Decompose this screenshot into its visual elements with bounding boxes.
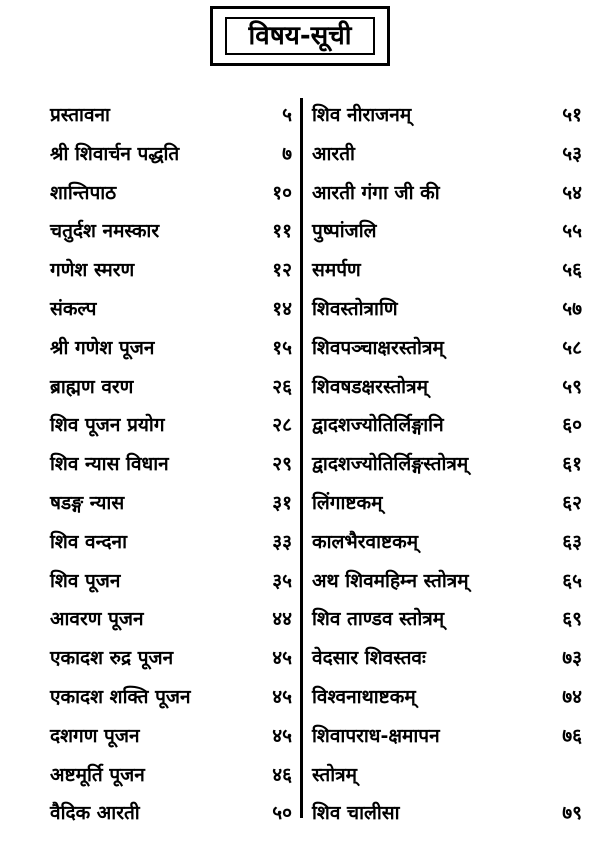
toc-entry [312, 678, 582, 717]
toc-entry-page: ७ [282, 142, 292, 165]
toc-entry-title: वैदिक आरती [50, 802, 140, 825]
toc-entry [50, 600, 292, 639]
toc-entry-page: ४६ [272, 763, 292, 786]
toc-entry-title: शिव न्यास विधान [50, 453, 169, 476]
toc-entry-page: ५५ [562, 220, 582, 243]
toc-entry-title: अष्टमूर्ति पूजन [50, 763, 145, 786]
left-column [50, 96, 292, 833]
toc-entry-title: वेदसार शिवस्तवः [312, 647, 426, 670]
toc-entry-page: २८ [272, 414, 292, 437]
toc-entry [50, 329, 292, 368]
toc-entry-page: ५१ [562, 104, 582, 126]
toc-entry [50, 717, 292, 756]
toc-entry-title: श्री गणेश पूजन [50, 336, 155, 359]
toc-entry-title: दशगण पूजन [50, 724, 140, 747]
toc-entry-title: शिव पूजन [50, 569, 121, 592]
toc-entry [50, 445, 292, 484]
toc-entry-title: एकादश शक्ति पूजन [50, 685, 191, 708]
toc-entry [50, 756, 292, 795]
toc-entry [312, 756, 582, 795]
toc-entry [50, 251, 292, 290]
toc-entry-page: ४५ [272, 724, 292, 747]
toc-entry-page: ५६ [562, 259, 582, 282]
toc-entry [50, 135, 292, 174]
toc-entry-page: ५३ [562, 142, 582, 165]
toc-entry-page: ५७ [562, 297, 582, 320]
toc-entry [50, 639, 292, 678]
title-inner-frame [225, 17, 375, 55]
toc-entry-title: शिव ताण्डव स्तोत्रम् [312, 608, 445, 631]
toc-entry-title: शिव नीराजनम् [312, 104, 412, 126]
toc-entry [312, 174, 582, 213]
toc-entry-title: शिवषडक्षरस्तोत्रम् [312, 375, 428, 398]
toc-entry-page: ६९ [562, 608, 582, 631]
toc-entry-title: द्वादशज्योतिर्लिङ्गानि [312, 414, 444, 437]
toc-entry-page: ३१ [272, 491, 292, 514]
toc-entry-page: १० [272, 181, 292, 204]
toc-entry-page: ३३ [272, 530, 292, 553]
toc-entry-title: शिवपञ्चाक्षरस्तोत्रम् [312, 336, 444, 359]
toc-entry-title: विश्वनाथाष्टकम् [312, 685, 416, 708]
toc-entry [50, 290, 292, 329]
toc-entry-page: २६ [272, 375, 292, 398]
toc-entry [312, 562, 582, 601]
toc-entry [50, 562, 292, 601]
toc-entry-title: शिव चालीसा [312, 802, 400, 825]
toc-entry [312, 445, 582, 484]
toc-entry-page: ४५ [272, 647, 292, 670]
toc-entry-page: ६१ [562, 453, 582, 476]
toc-entry-page: ७४ [562, 685, 582, 708]
toc-entry-title: पुष्पांजलि [312, 220, 377, 243]
toc-entry-title: षडङ्ग न्यास [50, 491, 125, 514]
title-box [210, 6, 390, 66]
toc-entry-page: ५४ [562, 181, 582, 204]
toc-entry-title: स्तोत्रम् [312, 763, 357, 786]
toc-entry [312, 135, 582, 174]
toc-entry-page: ५८ [562, 336, 582, 359]
toc-entry [50, 96, 292, 135]
toc-entry-title: आरती [312, 142, 355, 165]
toc-entry-title: शिवस्तोत्राणि [312, 297, 398, 320]
toc-entry-page: २९ [272, 453, 292, 476]
toc-entry-page: ७३ [562, 647, 582, 670]
toc-entry-title: समर्पण [312, 259, 361, 282]
toc-entry-page: ११ [272, 220, 292, 243]
toc-entry-title: शिवापराध-क्षमापन [312, 724, 440, 747]
toc-entry-title: आरती गंगा जी की [312, 181, 440, 204]
toc-entry-page: ६५ [562, 569, 582, 592]
column-divider [300, 98, 303, 818]
toc-entry [50, 406, 292, 445]
right-column [312, 96, 582, 833]
toc-entry [312, 523, 582, 562]
toc-entry-title: लिंगाष्टकम् [312, 491, 383, 514]
toc-entry-page: ५ [282, 104, 292, 126]
toc-entry-title: प्रस्तावना [50, 104, 110, 126]
toc-entry-page: ६३ [562, 530, 582, 553]
toc-entry-page: ५० [272, 802, 292, 825]
toc-entry-page: १२ [272, 259, 292, 282]
toc-entry [312, 406, 582, 445]
toc-entry [312, 290, 582, 329]
toc-entry [312, 484, 582, 523]
toc-entry-title: श्री शिवार्चन पद्धति [50, 142, 180, 165]
toc-entry [312, 368, 582, 407]
toc-entry-page: ५९ [562, 375, 582, 398]
toc-entry-title: द्वादशज्योतिर्लिङ्गस्तोत्रम् [312, 453, 469, 476]
toc-entry [312, 600, 582, 639]
toc-entry [312, 329, 582, 368]
toc-entry-title: शान्तिपाठ [50, 181, 117, 204]
toc-entry-page: ७६ [562, 724, 582, 747]
toc-entry [50, 794, 292, 833]
toc-entry-page: १५ [272, 336, 292, 359]
toc-entry [312, 212, 582, 251]
toc-entry-title: ब्राह्मण वरण [50, 375, 134, 398]
toc-entry-page: ३५ [272, 569, 292, 592]
toc-entry-page: ७९ [562, 802, 582, 825]
toc-entry [50, 484, 292, 523]
toc-entry-title: आवरण पूजन [50, 608, 144, 631]
toc-entry-page: १४ [272, 297, 292, 320]
toc-entry [50, 174, 292, 213]
toc-entry-title: संकल्प [50, 297, 97, 320]
toc-entry [312, 794, 582, 833]
toc-entry [50, 678, 292, 717]
toc-entry-title: शिव पूजन प्रयोग [50, 414, 165, 437]
toc-entry-page: ६० [562, 414, 582, 437]
toc-entry-title: अथ शिवमहिम्न स्तोत्रम् [312, 569, 469, 592]
toc-entry [50, 212, 292, 251]
page-title: विषय-सूची [248, 21, 352, 51]
toc-entry [312, 717, 582, 756]
toc-entry-page: ४५ [272, 685, 292, 708]
toc-entry-page: ४४ [272, 608, 292, 631]
toc-entry [50, 368, 292, 407]
toc-entry-title: शिव वन्दना [50, 530, 128, 553]
toc-entry [312, 639, 582, 678]
toc-entry-title: चतुर्दश नमस्कार [50, 220, 160, 243]
toc-entry-title: एकादश रुद्र पूजन [50, 647, 174, 670]
toc-entry [50, 523, 292, 562]
toc-entry [312, 96, 582, 135]
toc-entry-title: गणेश स्मरण [50, 259, 135, 282]
toc-entry-page: ६२ [562, 491, 582, 514]
toc-entry-title: कालभैरवाष्टकम् [312, 530, 419, 553]
toc-entry [312, 251, 582, 290]
